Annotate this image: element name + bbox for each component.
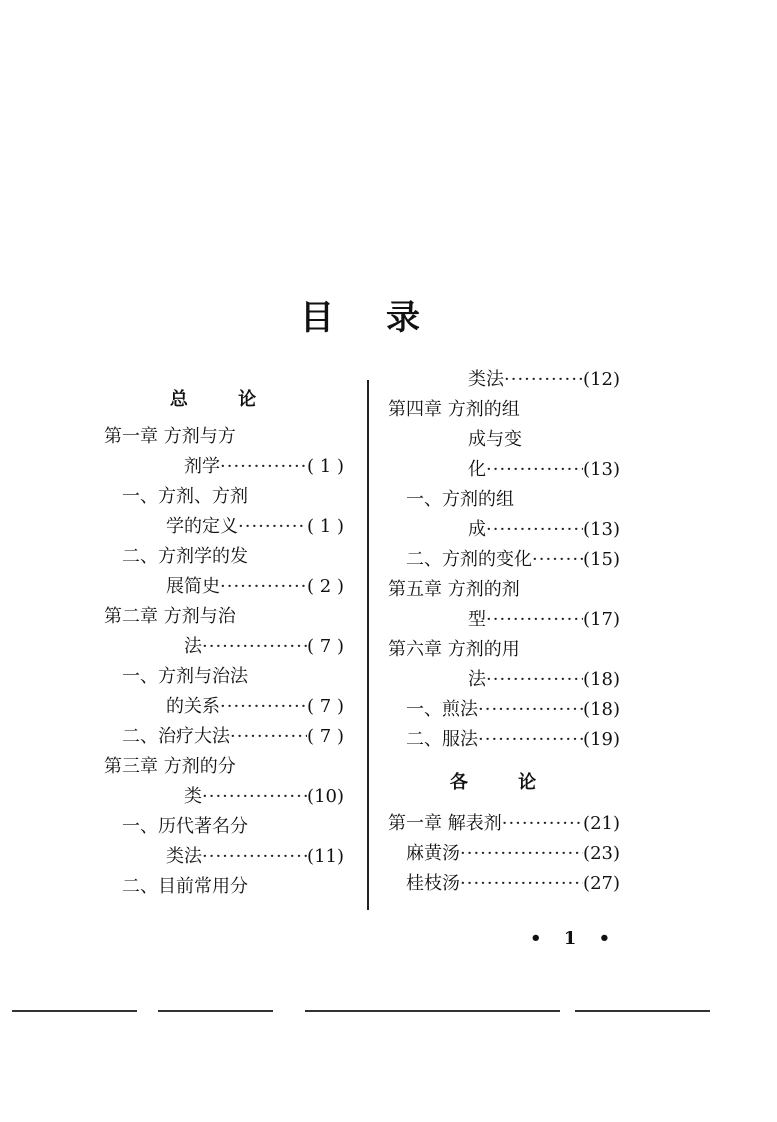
toc-page-ref: (12) — [583, 369, 620, 390]
toc-entry-text: 法 — [184, 636, 202, 657]
toc-entry[interactable] — [388, 485, 620, 515]
leader-dots — [478, 725, 583, 755]
toc-entry[interactable] — [388, 575, 620, 605]
section-head-specific: 各 论 — [449, 772, 559, 793]
toc-entry[interactable] — [104, 872, 344, 902]
toc-entry-text: 第四章 方剂的组 — [388, 399, 520, 420]
toc-page-ref: (27) — [583, 873, 620, 894]
section-head-general: 总 论 — [169, 389, 279, 410]
toc-entry-text: 二、治疗大法 — [122, 726, 230, 747]
leader-dots — [486, 665, 583, 695]
toc-entry[interactable] — [388, 395, 620, 425]
page-number: • 1 • — [530, 928, 619, 949]
toc-page-ref: (17) — [583, 609, 620, 630]
leader-dots — [532, 545, 583, 575]
toc-entry-text: 一、方剂的组 — [406, 489, 514, 510]
toc-page-ref: (13) — [583, 459, 620, 480]
leader-dots — [238, 512, 307, 542]
toc-entry-text: 一、方剂、方剂 — [122, 486, 248, 507]
toc-entry[interactable] — [104, 722, 344, 752]
bottom-rule — [158, 1010, 273, 1012]
title-char-2: 录 — [386, 298, 422, 338]
toc-entry-text: 第二章 方剂与治 — [104, 606, 236, 627]
toc-entry[interactable] — [104, 632, 344, 662]
leader-dots — [478, 695, 583, 725]
toc-page-ref: (18) — [583, 699, 620, 720]
toc-entry[interactable] — [104, 452, 344, 482]
toc-entry-text: 二、服法 — [406, 729, 478, 750]
toc-entry[interactable] — [104, 512, 344, 542]
leader-dots — [460, 869, 583, 899]
leader-dots — [486, 605, 583, 635]
toc-entry[interactable] — [388, 695, 620, 725]
toc-entry[interactable] — [388, 635, 620, 665]
toc-page-ref: (19) — [583, 729, 620, 750]
leader-dots — [202, 632, 307, 662]
leader-dots — [460, 839, 583, 869]
toc-entry-text: 成 — [468, 519, 486, 540]
toc-page-ref: ( 7 ) — [307, 636, 344, 657]
toc-page-ref: (11) — [307, 846, 344, 867]
toc-page-ref: (18) — [583, 669, 620, 690]
toc-entry-text: 类 — [184, 786, 202, 807]
title-char-1: 目 — [300, 298, 336, 338]
leader-dots — [202, 842, 307, 872]
toc-entry-text: 第一章 方剂与方 — [104, 426, 236, 447]
toc-entry[interactable] — [388, 869, 620, 899]
bottom-rule — [12, 1010, 137, 1012]
leader-dots — [230, 722, 307, 752]
toc-entry[interactable] — [388, 839, 620, 869]
toc-entry-text: 一、历代著名分 — [122, 816, 248, 837]
toc-entry[interactable] — [104, 842, 344, 872]
toc-entry-text: 化 — [468, 459, 486, 480]
toc-page-ref: ( 1 ) — [307, 456, 344, 477]
bottom-rule — [575, 1010, 710, 1012]
toc-entry[interactable] — [388, 425, 620, 455]
toc-entry[interactable] — [388, 365, 620, 395]
toc-page-ref: (10) — [307, 786, 344, 807]
toc-entry[interactable] — [104, 602, 344, 632]
toc-entry-text: 麻黄汤 — [406, 843, 460, 864]
toc-page-ref: (15) — [583, 549, 620, 570]
toc-entry-text: 一、煎法 — [406, 699, 478, 720]
toc-entry-text: 桂枝汤 — [406, 873, 460, 894]
toc-entry-text: 二、目前常用分 — [122, 876, 248, 897]
toc-entry-text: 类法 — [166, 846, 202, 867]
toc-entry[interactable] — [388, 605, 620, 635]
toc-entry[interactable] — [104, 812, 344, 842]
toc-entry[interactable] — [104, 542, 344, 572]
toc-entry[interactable] — [104, 752, 344, 782]
toc-entry-text: 剂学 — [184, 456, 220, 477]
toc-entry-text: 第六章 方剂的用 — [388, 639, 520, 660]
toc-entry-text: 二、方剂学的发 — [122, 546, 248, 567]
toc-entry-text: 学的定义 — [166, 516, 238, 537]
leader-dots — [486, 515, 583, 545]
leader-dots — [486, 455, 583, 485]
toc-entry[interactable] — [388, 545, 620, 575]
leader-dots — [220, 452, 307, 482]
leader-dots — [220, 572, 307, 602]
toc-entry-text: 一、方剂与治法 — [122, 666, 248, 687]
leader-dots — [220, 692, 307, 722]
toc-entry[interactable] — [388, 515, 620, 545]
toc-entry-text: 类法 — [468, 369, 504, 390]
toc-page-ref: ( 1 ) — [307, 516, 344, 537]
toc-page-ref: (13) — [583, 519, 620, 540]
toc-entry-text: 第五章 方剂的剂 — [388, 579, 520, 600]
toc-entry-text: 法 — [468, 669, 486, 690]
page-title — [300, 290, 422, 339]
column-divider — [367, 380, 369, 910]
toc-page-ref: ( 2 ) — [307, 576, 344, 597]
toc-entry-text: 展简史 — [166, 576, 220, 597]
toc-page-ref: ( 7 ) — [307, 726, 344, 747]
toc-entry[interactable] — [104, 782, 344, 812]
toc-entry-text: 第一章 解表剂 — [388, 813, 502, 834]
toc-entry[interactable] — [388, 725, 620, 755]
toc-entry-text: 型 — [468, 609, 486, 630]
toc-entry-text: 第三章 方剂的分 — [104, 756, 236, 777]
leader-dots — [502, 809, 583, 839]
leader-dots — [504, 365, 583, 395]
toc-entry[interactable] — [104, 572, 344, 602]
toc-entry-text: 二、方剂的变化 — [406, 549, 532, 570]
toc-entry[interactable] — [388, 809, 620, 839]
toc-entry[interactable] — [104, 662, 344, 692]
toc-entry-text: 的关系 — [166, 696, 220, 717]
toc-entry[interactable] — [104, 482, 344, 512]
toc-entry[interactable] — [104, 422, 344, 452]
toc-page-ref: ( 7 ) — [307, 696, 344, 717]
toc-entry[interactable] — [104, 692, 344, 722]
toc-entry[interactable] — [388, 455, 620, 485]
toc-left-column — [104, 378, 344, 902]
toc-entry[interactable] — [388, 665, 620, 695]
toc-entry-text: 成与变 — [468, 429, 522, 450]
leader-dots — [202, 782, 307, 812]
toc-right-column — [388, 365, 620, 899]
toc-page-ref: (23) — [583, 843, 620, 864]
toc-page-ref: (21) — [583, 813, 620, 834]
bottom-rule — [305, 1010, 560, 1012]
